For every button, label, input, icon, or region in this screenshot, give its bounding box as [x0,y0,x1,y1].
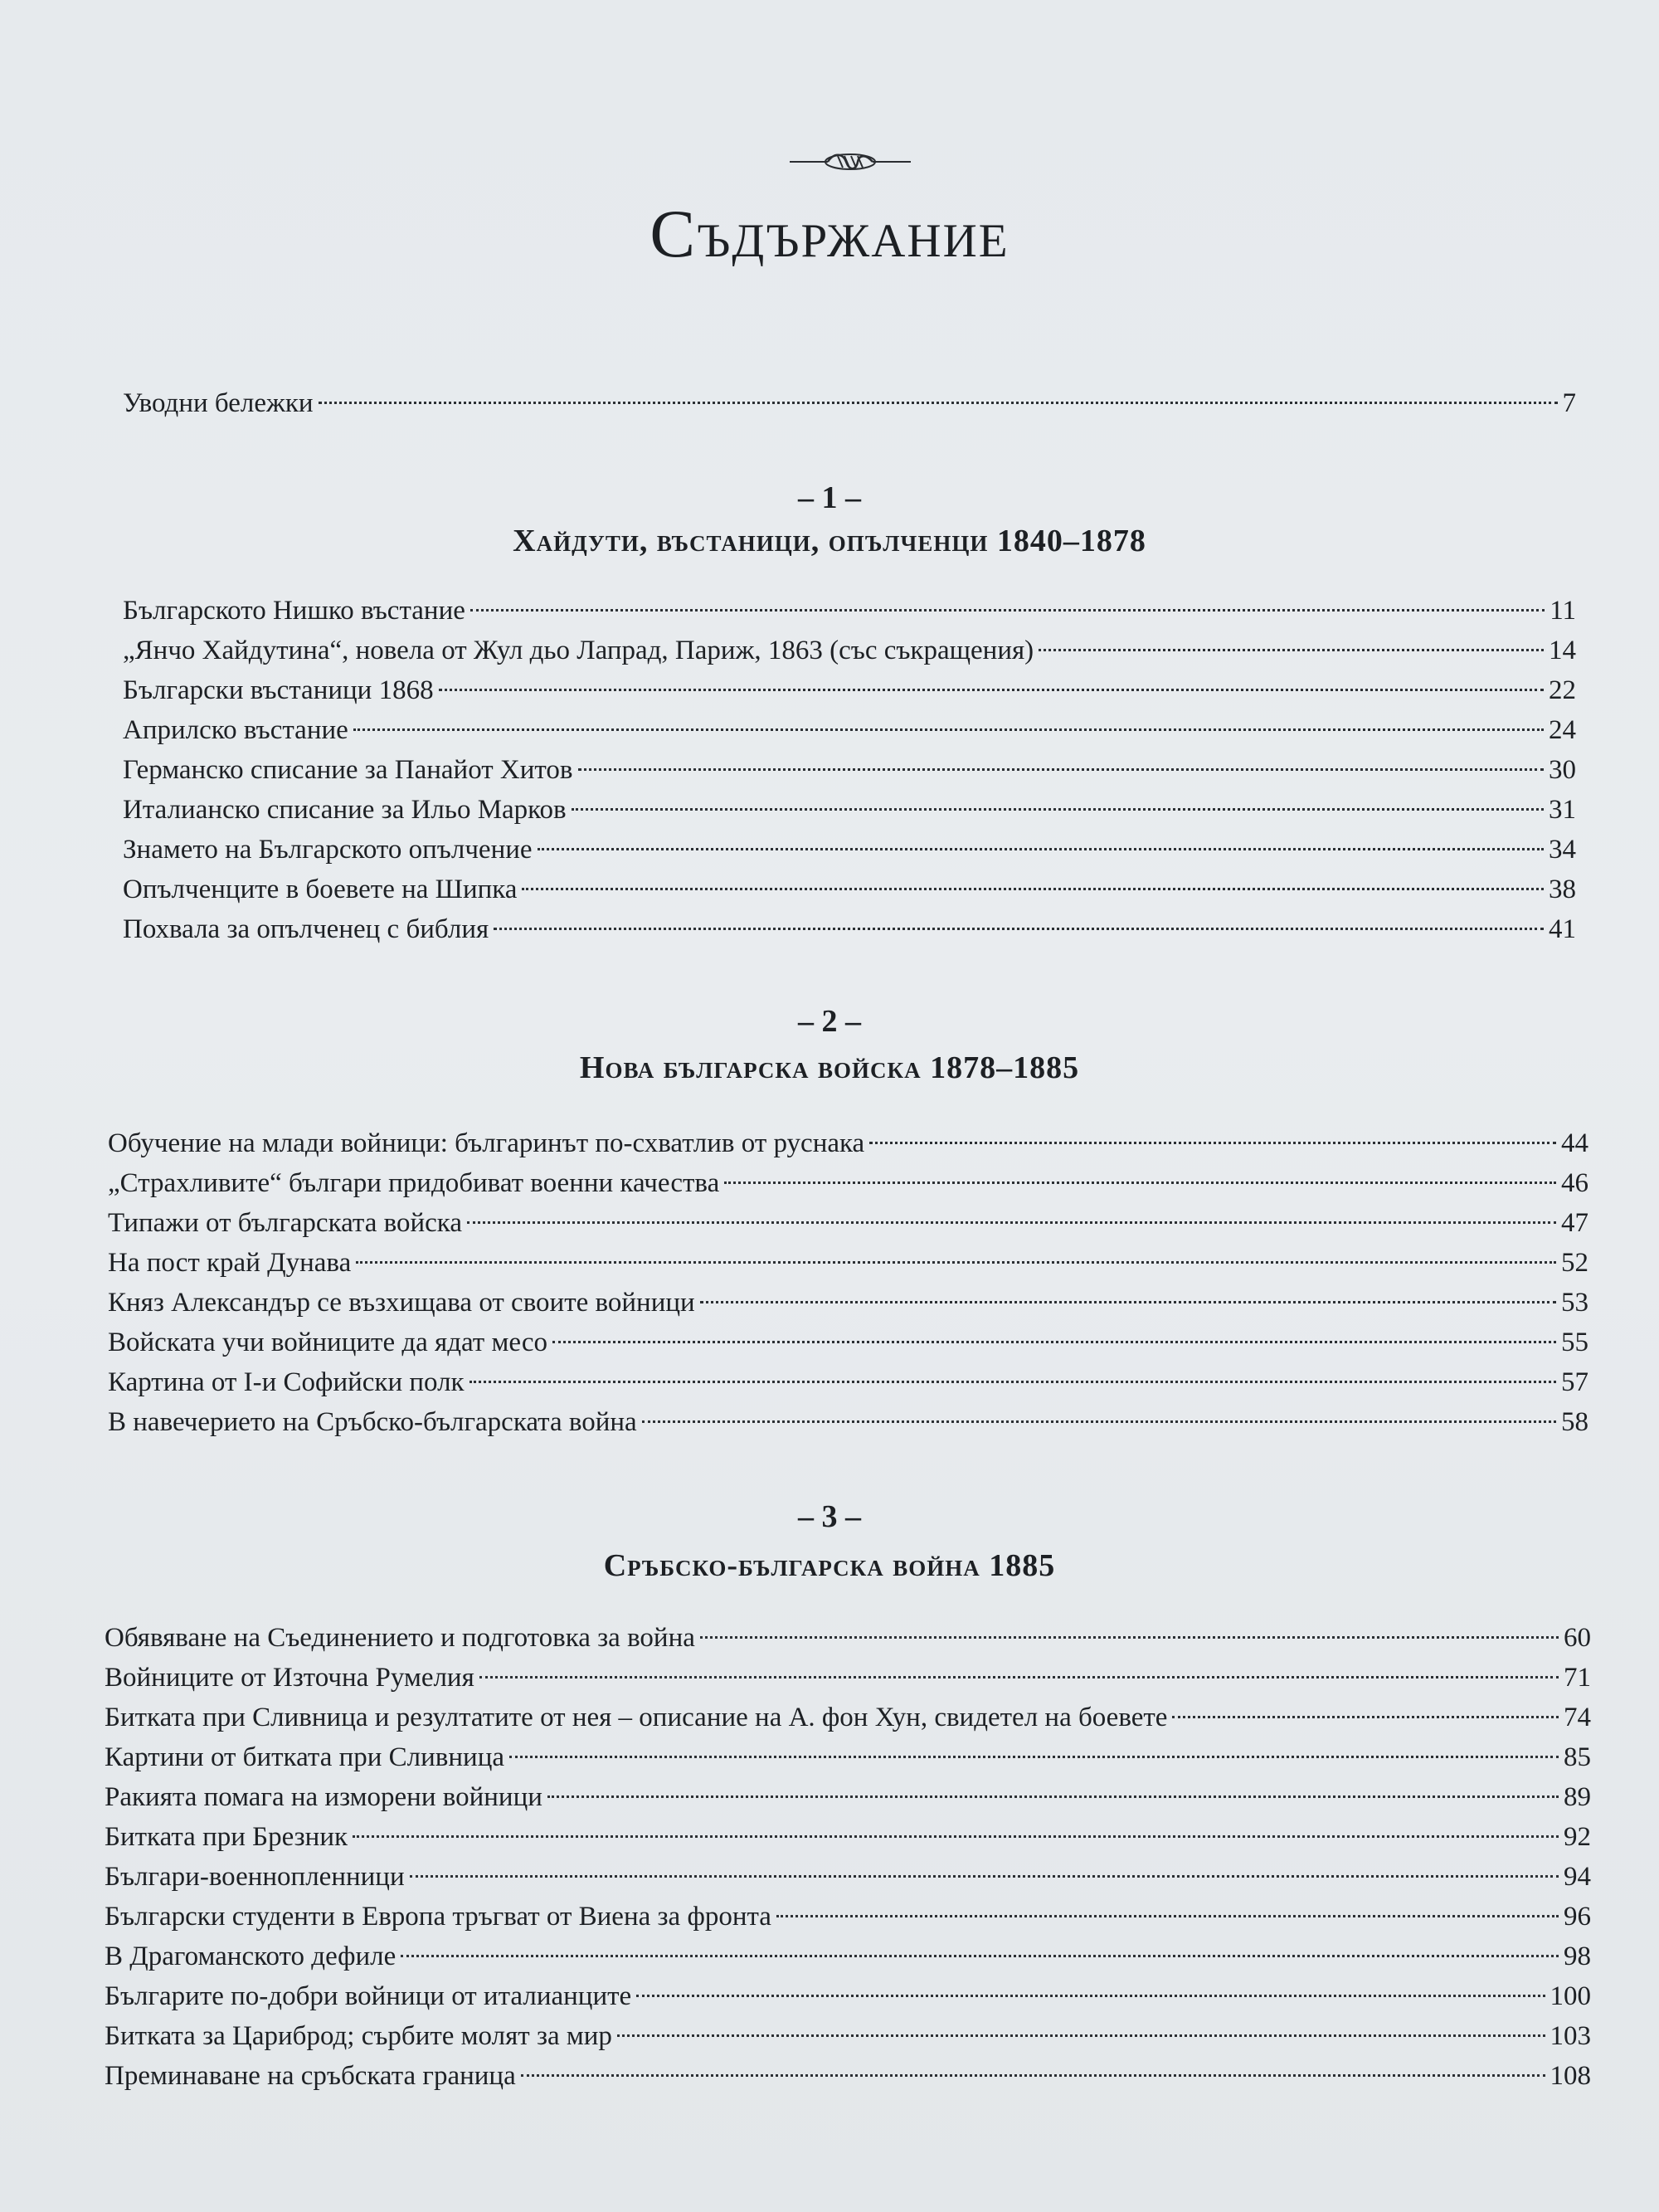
toc-entry-page: 47 [1561,1208,1588,1238]
toc-entry-title: В навечерието на Сръбско-българската война [108,1407,637,1437]
dot-leader [538,848,1544,850]
dot-leader [319,402,1558,404]
toc-entry [123,591,1576,631]
toc-entry [123,710,1576,750]
toc-entry-title: Битката при Сливница и резултатите от нея – описание на А. фон Хун, свидетел на боевете [105,1703,1168,1732]
toc-entry-title: Знамето на Българското опълчение [123,835,533,865]
toc-entry-page: 41 [1549,914,1576,944]
toc-entry-title: В Драгоманското дефиле [105,1942,397,1971]
toc-entry [108,1323,1588,1362]
toc-entry [123,790,1576,830]
toc-entry [108,1283,1588,1323]
toc-entry-title: Войската учи войниците да ядат месо [108,1328,547,1357]
toc-entry-title: Български въстаници 1868 [123,675,434,705]
dot-leader [724,1182,1556,1184]
toc-entry-page: 74 [1564,1703,1591,1732]
toc-entry-title: Княз Александър се възхищава от своите войници [108,1288,695,1318]
toc-entry-title: Обявяване на Съединението и подготовка за война [105,1623,695,1653]
toc-entry [105,1737,1591,1777]
toc-entry-title: Обучение на млади войници: българинът по-схватлив от руснака [108,1128,865,1158]
toc-entry-page: 53 [1561,1288,1588,1318]
toc-entry [105,1897,1591,1937]
part-title: Хайдути, въстаници, опълченци 1840–1878 [513,524,1146,558]
dot-leader [469,1381,1556,1383]
dot-leader [353,1835,1559,1838]
toc-entry-page: 38 [1549,875,1576,904]
toc-entry [123,870,1576,909]
part-number: – 1 – [798,480,861,515]
toc-entry-title: Българите по-добри войници от италианците [105,1981,632,2011]
page-title: Съдържание [649,196,1010,271]
dot-leader [578,768,1545,771]
toc-entry-title: Италианско списание за Ильо Марков [123,795,567,825]
dot-leader [479,1676,1559,1678]
toc-entry [105,1937,1591,1976]
toc-entry-title: Априлско въстание [123,715,348,745]
toc-entry-page: 52 [1561,1248,1588,1278]
toc-entry [105,2016,1591,2056]
toc-entry-page: 34 [1549,835,1576,865]
toc-entry-title: Опълченците в боевете на Шипка [123,875,518,904]
toc-entry-title: Преминаване на сръбската граница [105,2061,516,2091]
toc-entry-page: 96 [1564,1902,1591,1932]
part-number: – 2 – [798,1004,861,1039]
toc-entry-title: Войниците от Източна Румелия [105,1663,474,1693]
dot-leader [470,609,1545,611]
toc-entry-title: Картина от I-и Софийски полк [108,1367,465,1397]
dot-leader [572,808,1544,811]
toc-entry-title: Българи-военнопленници [105,1862,405,1892]
dot-leader [547,1795,1559,1798]
dot-leader [494,928,1544,930]
toc-entry-page: 46 [1561,1168,1588,1198]
dot-leader [636,1995,1545,1997]
toc-entry-title: На пост край Дунава [108,1248,352,1278]
part-number: – 3 – [798,1499,861,1534]
toc-entry-page: 55 [1561,1328,1588,1357]
toc-entry-page: 71 [1564,1663,1591,1693]
toc-entry-page: 100 [1550,1981,1591,2011]
toc-entry-page: 22 [1549,675,1576,705]
toc-entry-page: 31 [1549,795,1576,825]
dot-leader [353,728,1544,731]
toc-entry [123,631,1576,670]
toc-entry [105,1976,1591,2016]
toc-entry-page: 108 [1550,2061,1591,2091]
dot-leader [522,888,1544,890]
flourish-ornament-icon [788,149,912,174]
toc-entry-title: Германско списание за Панайот Хитов [123,755,573,785]
toc-entry-page: 57 [1561,1367,1588,1397]
dot-leader [776,1915,1559,1917]
dot-leader [700,1301,1556,1303]
toc-entry-title: Типажи от българската войска [108,1208,462,1238]
part-title: Сръбско-българска война 1885 [603,1548,1056,1583]
dot-leader [1039,649,1544,651]
toc-entry [105,1698,1591,1737]
toc-entry-title: Похвала за опълченец с библия [123,914,489,944]
toc-entry-title: „Янчо Хайдутина“, новела от Жул дьо Лапрад, Париж, 1863 (със съкращения) [123,636,1034,665]
toc-entry-title: Битката за Цариброд; сърбите молят за мир [105,2021,612,2051]
toc-entry [105,1817,1591,1857]
dot-leader [410,1875,1559,1878]
dot-leader [1172,1716,1559,1718]
toc-entry [123,750,1576,790]
toc-entry-page: 89 [1564,1782,1591,1812]
toc-entry-page: 24 [1549,715,1576,745]
toc-entry [108,1123,1588,1163]
toc-entry [105,1658,1591,1698]
toc-entry-title: Уводни бележки [123,388,314,418]
toc-entry-page: 11 [1550,596,1576,626]
toc-entry-intro [123,383,1576,423]
toc-entry-page: 7 [1562,388,1576,418]
toc-entry [108,1203,1588,1243]
toc-entry-page: 103 [1550,2021,1591,2051]
toc-entry-page: 94 [1564,1862,1591,1892]
dot-leader [356,1261,1556,1264]
dot-leader [700,1636,1559,1639]
toc-entry-title: Картини от битката при Сливница [105,1742,505,1772]
toc-entry-page: 58 [1561,1407,1588,1437]
toc-entry-title: Битката при Брезник [105,1822,348,1852]
toc-entry-page: 30 [1549,755,1576,785]
toc-entry [105,1857,1591,1897]
toc-entry [105,2056,1591,2096]
toc-entry-title: „Страхливите“ българи придобиват военни качества [108,1168,720,1198]
toc-entry-title: Българското Нишко въстание [123,596,465,626]
toc-entry [123,670,1576,710]
dot-leader [401,1955,1559,1957]
dot-leader [521,2074,1545,2077]
toc-entry [108,1362,1588,1402]
part-title: Нова българска войска 1878–1885 [579,1050,1080,1085]
toc-entry-title: Български студенти в Европа тръгват от Виена за фронта [105,1902,771,1932]
toc-entry-page: 14 [1549,636,1576,665]
dot-leader [509,1756,1559,1758]
toc-entry [123,909,1576,949]
dot-leader [642,1420,1556,1423]
dot-leader [869,1142,1556,1144]
toc-entry-title: Ракията помага на изморени войници [105,1782,542,1812]
toc-entry-page: 60 [1564,1623,1591,1653]
toc-entry [105,1777,1591,1817]
toc-entry [123,830,1576,870]
toc-entry [108,1163,1588,1203]
toc-entry-page: 44 [1561,1128,1588,1158]
dot-leader [439,689,1544,691]
dot-leader [617,2034,1545,2037]
toc-entry [108,1402,1588,1442]
toc-entry-page: 92 [1564,1822,1591,1852]
toc-entry [105,1618,1591,1658]
dot-leader [467,1221,1556,1224]
toc-entry-page: 98 [1564,1942,1591,1971]
toc-entry [108,1243,1588,1283]
toc-entry-page: 85 [1564,1742,1591,1772]
dot-leader [552,1341,1556,1343]
